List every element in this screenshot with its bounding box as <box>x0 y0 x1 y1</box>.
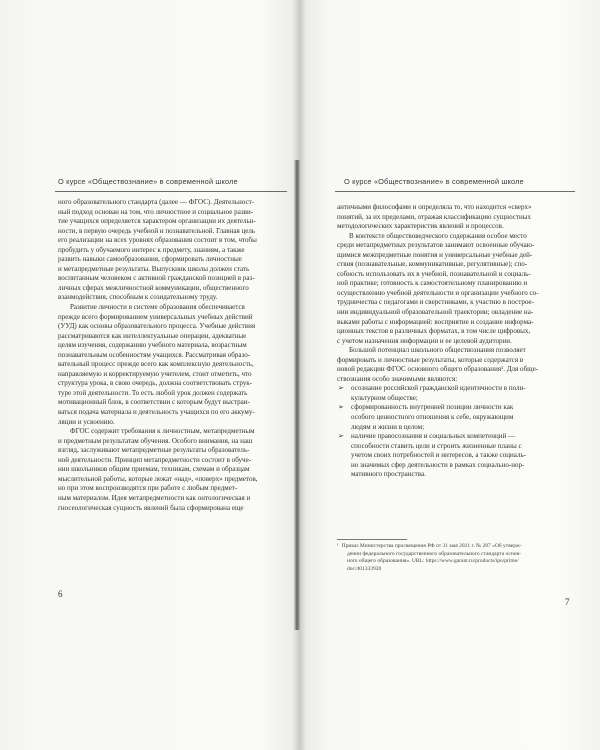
text-line: ваться подача материала и деятельность учащихся по его аккуму- <box>58 408 255 417</box>
text-line: ного образовательного стандарта (далее — ФГОС). Деятельност- <box>58 198 255 206</box>
body-text <box>58 198 285 513</box>
text-line: методологических характеристик явлений и процессов. <box>337 222 504 231</box>
text-line: собность использовать их в учебной, познавательной и социаль- <box>337 269 531 278</box>
left-page <box>0 0 296 750</box>
footnote-line: ного общего образования». URL: https://www.garant.ru/products/ipo/prime/ <box>347 558 519 565</box>
text-line: тие учащихся определяется характером организации их деятельн- <box>58 217 256 226</box>
list-item-text: сформированность внутренней позиции личности как <box>351 403 514 412</box>
text-line: и метапредметные результаты. Выпускник школы должен стать <box>58 264 250 273</box>
footnote-line <box>337 543 573 551</box>
right-page <box>302 0 600 750</box>
text-line: культурном обществе; <box>351 393 418 402</box>
header-rule <box>55 191 287 192</box>
text-line: прежде всего формированием универсальных учебных действий <box>58 312 253 321</box>
text-line: среди метапредметных результатов занимают освоенные обучаю- <box>337 241 535 250</box>
arrow-bullet-icon: ➢ <box>338 384 344 393</box>
text-line: ный подход основан на том, что личностное и социальное разви- <box>58 207 254 216</box>
text-line: ляции и усвоению. <box>58 417 115 426</box>
text-line: но при этом воспроизводятся при работе с любым предмет- <box>58 484 238 493</box>
text-line: целям изучения, содержанию учебного материала, возрастным <box>58 341 247 350</box>
text-line: ности, в первую очередь учебной и познавательной. Главная цель <box>58 226 256 235</box>
text-line: мыслительной работы, которые лежат «над», «поверх» предметов, <box>58 474 258 483</box>
text-line: познавательным особенностям учащихся. Рассматривая образо- <box>58 350 251 359</box>
running-head: О курсе «Обществознание» в современной школе <box>344 177 524 186</box>
text-line: ным материалом. Идея метапредметности как онтологическая и <box>58 493 251 502</box>
page-number: 7 <box>565 597 570 607</box>
text-line: ствия (познавательные, коммуникативные, регулятивные); спо- <box>337 260 528 269</box>
text-line: ствознания особо значимыми являются: <box>337 374 458 383</box>
text-line: щимися межпредметные понятия и универсальные учебные дей- <box>337 250 533 259</box>
arrow-bullet-icon: ➢ <box>338 432 344 441</box>
text-line: мативного пространства. <box>351 470 426 479</box>
text-line: и предметным результатам обучения. Особого внимания, на наш <box>58 436 253 445</box>
text-line: гносеологическая сущность явлений была сформирована еще <box>58 503 244 512</box>
text-line: его реализации на всех уровнях образования состоит в том, чтобы <box>58 236 257 245</box>
header-rule <box>335 191 575 192</box>
text-line: античными философами и определяла то, что находится «сверх» <box>337 203 532 211</box>
text-line: Большой потенциал школьного обществознания позволяет <box>349 346 526 355</box>
text-line: ционных текстов в различных форматах, в том числе цифровых, <box>337 327 531 336</box>
text-line: осуществлению учебной деятельности и организации учебного со- <box>337 288 539 297</box>
text-line: воспитанным человеком с активной гражданской позицией в раз- <box>58 274 255 283</box>
text-line: людям и жизни в целом; <box>351 422 425 431</box>
list-item <box>337 432 573 442</box>
running-head: О курсе «Обществознание» в современной школе <box>58 177 238 186</box>
text-line: понятий, за их пределами, отражая классификацию сущностных <box>337 212 532 221</box>
text-line: выками работы с информацией: восприятие и создание информа- <box>337 317 534 326</box>
text-line: взгляд, заслуживают метапредметные результаты образователь- <box>58 446 250 455</box>
body-text <box>337 203 573 480</box>
list-item-text: наличие правосознания и социальных компетенций — <box>351 432 516 441</box>
text-line: туре этой деятельности. То есть любой урок должен содержать <box>58 388 248 397</box>
text-line: ФГОС содержит требования к личностным, метапредметным <box>70 427 255 436</box>
arrow-bullet-icon: ➢ <box>338 403 344 412</box>
text-line: новой редакции ФГОС основного общего образования¹. Для обще- <box>337 365 539 374</box>
footnote-text: Приказ Министерства просвещения РФ от 31 мая 2021 г. № 287 «Об утверж- <box>341 543 522 549</box>
text-line: В контексте обществоведческого содержания особое место <box>349 231 527 240</box>
text-line: вательный процесс прежде всего как комплексную деятельность, <box>58 360 254 369</box>
list-item <box>337 403 573 413</box>
text-line: рассматриваются как интеллектуальные операции, адекватные <box>58 331 247 340</box>
text-line: мотивационный блок, в соответствии с которым будут выстраи- <box>58 398 250 407</box>
text-line: нии школьников общим приемам, техникам, схемам и образцам <box>58 465 250 474</box>
footnote-line: doc/401333920 <box>347 566 382 573</box>
footnote-marker: ¹ <box>337 543 339 549</box>
page-number: 6 <box>58 589 63 599</box>
footnote-line: дении федерального государственного образовательного стандарта основ- <box>347 550 521 557</box>
footnote-rule <box>337 539 407 540</box>
text-line: учетом своих потребностей и интересов, а также социаль- <box>351 451 527 460</box>
text-line: с учетом назначения информации и ее целевой аудитории. <box>337 336 512 345</box>
text-line: но значимых сфер деятельности в рамках социально-нор- <box>351 460 525 469</box>
footnote <box>337 543 573 574</box>
text-line: (УУД) как основы образовательного процесса. Учебные действия <box>58 322 256 331</box>
text-line: ной деятельности. Принцип метапредметности состоит в обуче- <box>58 455 252 464</box>
text-line: направляемую и корректируемую учителем, стоит отметить, что <box>58 369 252 378</box>
text-line: способности ставить цели и строить жизненные планы с <box>351 441 522 450</box>
text-line: развить навыки самообразования, сформировать личностные <box>58 255 242 264</box>
list-item <box>337 384 573 394</box>
text-line: ной практике; готовность к самостоятельному планированию и <box>337 279 528 288</box>
text-line: формировать и личностные результаты, которые содержатся в <box>337 355 524 364</box>
text-line: нии индивидуальной образовательной траектории; овладение на- <box>337 308 534 317</box>
text-line: Развитие личности в системе образования обеспечивается <box>70 303 245 312</box>
list-item-text: осознание российской гражданской идентичности в поли- <box>351 384 526 393</box>
text-line: личных сферах межличностной коммуникации, общественного <box>58 283 249 292</box>
text-line: пробудить у обучаемого интерес к предмету, знаниям, а также <box>58 245 245 254</box>
text-line: трудничества с педагогами и сверстниками, к участию в построе- <box>337 298 535 307</box>
text-line: взаимодействия, способным к созидательному труду. <box>58 293 218 302</box>
text-line: особого ценностного отношения к себе, окружающим <box>351 413 514 422</box>
text-line: структура урока, в свою очередь, должна соответствовать струк- <box>58 379 253 388</box>
